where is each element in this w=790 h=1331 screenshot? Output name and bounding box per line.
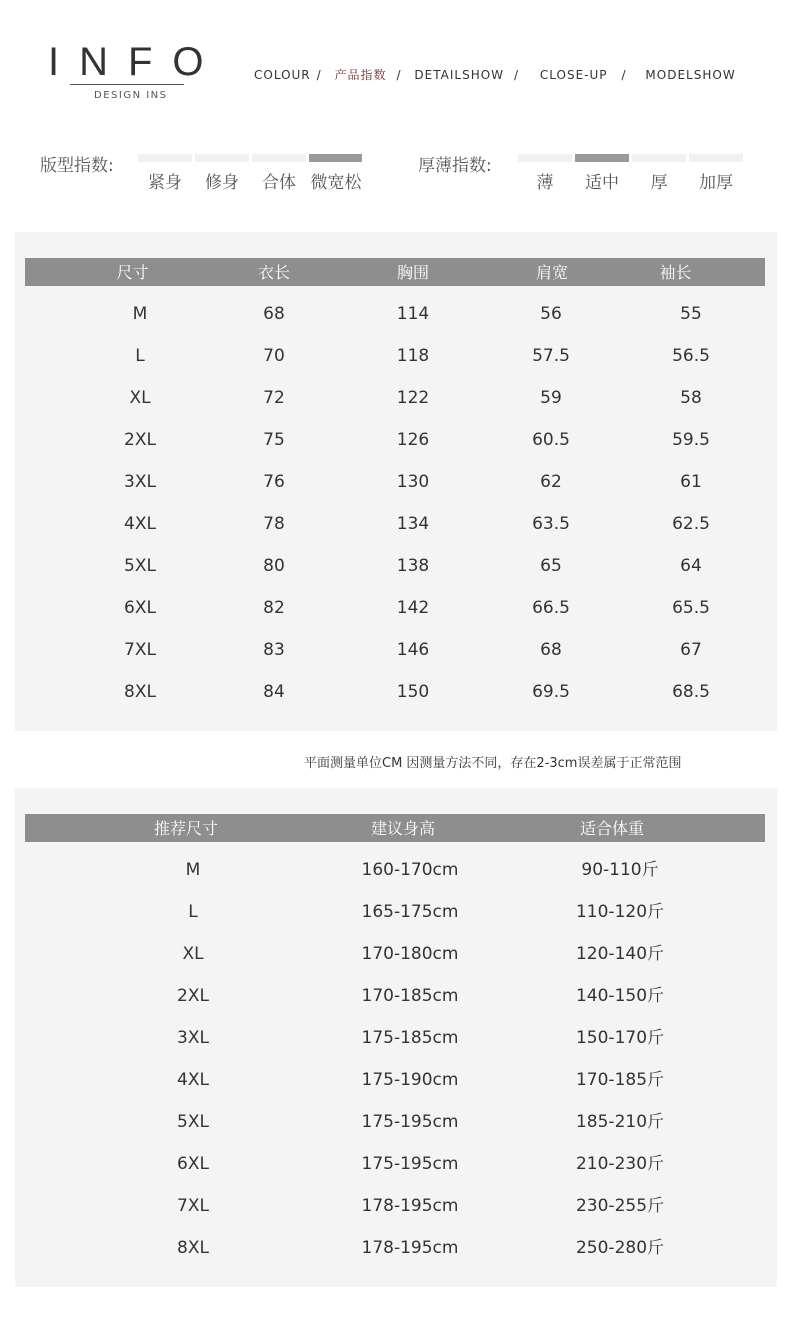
table-cell: 7XL (177, 1196, 209, 1216)
fit-option-label: 紧身 (148, 173, 182, 193)
size-header-cell: 袖长 (659, 263, 692, 282)
recommend-table-header (25, 814, 765, 842)
table-cell: 62 (540, 472, 562, 492)
table-cell: 165-175cm (361, 902, 459, 922)
table-cell: 3XL (177, 1028, 209, 1048)
table-cell: 68 (263, 304, 285, 324)
nav-item-close-up[interactable]: CLOSE-UP (539, 68, 608, 82)
table-cell: 56.5 (672, 346, 710, 366)
table-row (25, 1185, 765, 1227)
nav-separator: / (316, 68, 322, 82)
table-cell: 170-180cm (361, 944, 459, 964)
table-cell: 76 (263, 472, 285, 492)
table-cell: 230-255斤 (575, 1196, 665, 1216)
table-cell: 6XL (124, 598, 156, 618)
nav-separator: / (514, 68, 520, 82)
table-cell: 110-120斤 (575, 902, 665, 922)
table-cell: 83 (263, 640, 285, 660)
table-cell: 62.5 (672, 514, 710, 534)
table-row (25, 849, 765, 891)
nav-separator: / (396, 68, 402, 82)
table-cell: 4XL (177, 1070, 209, 1090)
logo-underline (70, 84, 184, 85)
table-cell: 178-195cm (361, 1238, 459, 1258)
thickness-index-title: 厚薄指数: (418, 156, 492, 176)
fit-index-bar-2 (252, 154, 306, 162)
table-cell: 170-185斤 (575, 1070, 665, 1090)
size-header-cell: 胸围 (396, 263, 429, 282)
thickness-option-label: 加厚 (699, 173, 733, 193)
table-cell: 68 (540, 640, 562, 660)
table-row (25, 671, 765, 713)
top-nav (254, 66, 736, 83)
table-cell: 120-140斤 (575, 944, 665, 964)
thickness-option-label: 适中 (585, 173, 619, 193)
fit-index-bar-0 (138, 154, 192, 162)
fit-index-title: 版型指数: (40, 156, 114, 176)
table-cell: 4XL (124, 514, 156, 534)
table-cell: XL (129, 388, 151, 408)
table-cell: 185-210斤 (575, 1112, 665, 1132)
fit-index-bar-1 (195, 154, 249, 162)
table-cell: 65.5 (672, 598, 710, 618)
table-cell: 7XL (124, 640, 156, 660)
table-cell: 150-170斤 (575, 1028, 665, 1048)
table-row (25, 1143, 765, 1185)
table-cell: 64 (680, 556, 702, 576)
recommend-header-cell: 建议身高 (370, 819, 435, 838)
table-cell: 90-110斤 (581, 860, 659, 880)
recommend-header-cell: 推荐尺寸 (153, 819, 218, 838)
table-cell: 250-280斤 (575, 1238, 665, 1258)
table-cell: 75 (263, 430, 285, 450)
table-cell: 130 (396, 472, 430, 492)
table-cell: 55 (680, 304, 702, 324)
thickness-index-bar-1-selected (575, 154, 629, 162)
table-cell: M (132, 304, 148, 324)
table-row (25, 1227, 765, 1269)
table-row (25, 1059, 765, 1101)
table-cell: 175-195cm (361, 1112, 459, 1132)
logo (48, 40, 224, 101)
table-cell: L (188, 902, 198, 922)
table-cell: 84 (263, 682, 285, 702)
table-cell: 68.5 (672, 682, 710, 702)
table-row (25, 335, 765, 377)
table-row (25, 545, 765, 587)
nav-item-modelshow[interactable]: MODELSHOW (645, 68, 736, 82)
table-cell: 59.5 (672, 430, 710, 450)
table-cell: 65 (540, 556, 562, 576)
table-cell: 8XL (124, 682, 156, 702)
recommend-table-panel (15, 788, 777, 1287)
table-row (25, 419, 765, 461)
table-cell: 67 (680, 640, 702, 660)
thickness-index-bar-3 (689, 154, 743, 162)
table-cell: 134 (396, 514, 430, 534)
table-cell: 2XL (177, 986, 209, 1006)
thickness-index-bar-2 (632, 154, 686, 162)
nav-item-colour[interactable]: COLOUR (254, 68, 311, 82)
size-header-cell: 衣长 (257, 263, 290, 282)
thickness-index-bar-0 (518, 154, 572, 162)
table-cell: 80 (263, 556, 285, 576)
table-cell: XL (182, 944, 204, 964)
table-row (25, 891, 765, 933)
table-cell: 122 (396, 388, 430, 408)
table-cell: 82 (263, 598, 285, 618)
table-cell: 61 (680, 472, 702, 492)
table-cell: 72 (263, 388, 285, 408)
table-cell: M (185, 860, 201, 880)
table-cell: 114 (396, 304, 430, 324)
thickness-option-label: 厚 (650, 173, 668, 193)
table-row (25, 587, 765, 629)
table-cell: 175-195cm (361, 1154, 459, 1174)
table-row (25, 461, 765, 503)
size-table-panel (15, 232, 777, 731)
table-cell: 69.5 (532, 682, 570, 702)
nav-item-detailshow[interactable]: DETAILSHOW (414, 68, 505, 82)
table-cell: 60.5 (532, 430, 570, 450)
table-cell: 142 (396, 598, 430, 618)
table-cell: 138 (396, 556, 430, 576)
logo-subtitle: DESIGN INS (94, 90, 168, 101)
size-table-header (25, 258, 765, 286)
table-cell: 150 (396, 682, 430, 702)
table-row (25, 293, 765, 335)
fit-option-label: 合体 (262, 173, 296, 193)
table-cell: 175-190cm (361, 1070, 459, 1090)
table-cell: 58 (680, 388, 702, 408)
recommend-header-cell: 适合体重 (579, 819, 644, 838)
table-row (25, 629, 765, 671)
table-cell: 66.5 (532, 598, 570, 618)
table-cell: 5XL (177, 1112, 209, 1132)
table-cell: 8XL (177, 1238, 209, 1258)
table-cell: 170-185cm (361, 986, 459, 1006)
table-cell: 160-170cm (361, 860, 459, 880)
table-cell: 6XL (177, 1154, 209, 1174)
measurement-note: 平面测量单位CM 因测量方法不同，存在2-3cm误差属于正常范围 (304, 756, 682, 771)
table-row (25, 1101, 765, 1143)
table-cell: 178-195cm (361, 1196, 459, 1216)
thickness-option-label: 薄 (536, 173, 554, 193)
table-cell: 78 (263, 514, 285, 534)
table-row (25, 503, 765, 545)
table-cell: 2XL (124, 430, 156, 450)
table-row (25, 933, 765, 975)
table-cell: 59 (540, 388, 562, 408)
table-cell: 175-185cm (361, 1028, 459, 1048)
table-cell: 210-230斤 (575, 1154, 665, 1174)
table-cell: 5XL (124, 556, 156, 576)
table-row (25, 975, 765, 1017)
table-cell: 70 (263, 346, 285, 366)
table-cell: 140-150斤 (575, 986, 665, 1006)
nav-item-product-index[interactable]: 产品指数 (334, 68, 387, 82)
table-cell: 146 (396, 640, 430, 660)
table-cell: 63.5 (532, 514, 570, 534)
nav-separator: / (621, 68, 627, 82)
logo-main-text: INFO (48, 40, 224, 84)
table-row (25, 1017, 765, 1059)
table-cell: 118 (396, 346, 430, 366)
table-cell: 57.5 (532, 346, 570, 366)
fit-option-label: 修身 (205, 173, 239, 193)
table-cell: 56 (540, 304, 562, 324)
table-cell: L (135, 346, 145, 366)
table-row (25, 377, 765, 419)
fit-index-bar-3-selected (309, 154, 362, 162)
table-cell: 3XL (124, 472, 156, 492)
size-header-cell: 尺寸 (116, 263, 149, 282)
table-cell: 126 (396, 430, 430, 450)
fit-option-label: 微宽松 (310, 173, 362, 193)
size-header-cell: 肩宽 (535, 263, 568, 282)
